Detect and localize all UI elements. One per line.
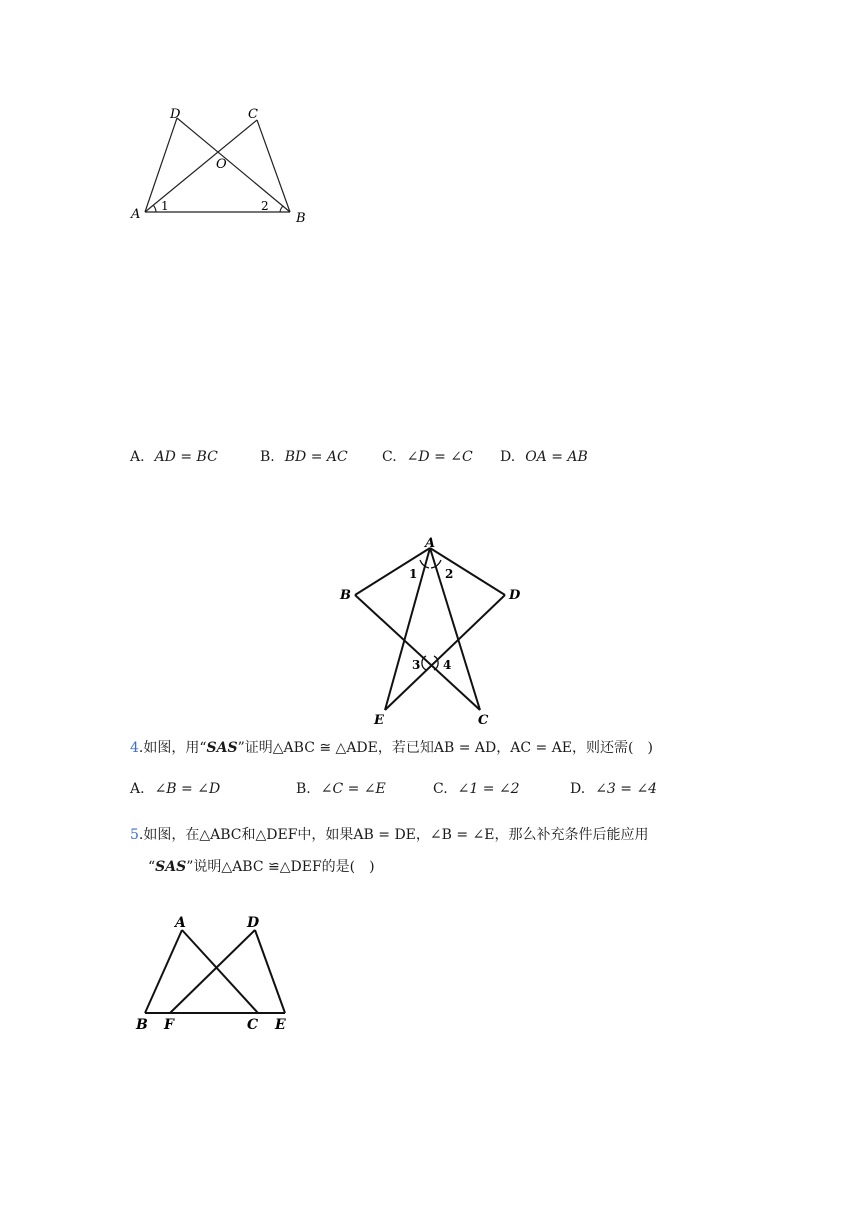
figure-3-diagram: [125, 905, 315, 1040]
segment-ad: [430, 548, 505, 595]
label-d: D: [509, 588, 521, 603]
label-d: D: [170, 107, 181, 122]
sas-term: SAS: [155, 859, 187, 875]
q5-question-line2: “SAS”说明△ABC ≌△DEF的是( ): [148, 859, 375, 875]
q4-question: 4.如图，用“SAS”证明△ABC ≅ △ADE，若已知AB = AD，AC = AE，则还需( ): [130, 740, 653, 756]
label-a: A: [131, 207, 141, 222]
label-c: C: [478, 713, 489, 728]
q4-option-d[interactable]: D. ∠3 = ∠4: [570, 781, 658, 797]
segment-ad: [145, 118, 177, 212]
q3-option-d[interactable]: D. OA = AB: [500, 449, 588, 465]
q4-option-b[interactable]: B. ∠C = ∠E: [296, 781, 386, 797]
label-angle-1: 1: [409, 567, 418, 581]
q5-number: 5: [130, 827, 139, 843]
label-a: A: [425, 536, 436, 551]
figure-1-diagram: [120, 100, 320, 230]
q4-option-c[interactable]: C. ∠1 = ∠2: [433, 781, 520, 797]
q4-option-a[interactable]: A. ∠B = ∠D: [130, 781, 221, 797]
label-e: E: [374, 713, 384, 728]
angle-2-arc: [431, 560, 441, 568]
label-b: B: [296, 211, 306, 226]
segment-ba: [145, 930, 182, 1013]
figure-2-diagram: [330, 530, 530, 730]
label-e: E: [275, 1017, 286, 1033]
q4-number: 4: [130, 740, 139, 756]
label-angle-4: 4: [443, 658, 452, 672]
label-angle-3: 3: [412, 658, 421, 672]
label-angle-2: 2: [445, 567, 454, 581]
q3-option-c[interactable]: C. ∠D = ∠C: [382, 449, 473, 465]
q5-question-line1: 5.如图，在△ABC和△DEF中，如果AB = DE，∠B = ∠E，那么补充条件后能应用: [130, 827, 649, 843]
label-d: D: [247, 915, 260, 931]
label-b: B: [340, 588, 351, 603]
label-b: B: [136, 1017, 148, 1033]
sas-term: SAS: [206, 740, 238, 756]
label-a: A: [175, 915, 186, 931]
label-angle-2: 2: [261, 199, 269, 213]
q3-option-b[interactable]: B. BD = AC: [260, 449, 348, 465]
angle-2-arc: [280, 206, 283, 212]
label-f: F: [164, 1017, 174, 1033]
label-c: C: [247, 1017, 259, 1033]
q3-option-a[interactable]: A. AD = BC: [130, 449, 218, 465]
segment-ac: [182, 930, 258, 1013]
label-o: O: [216, 157, 227, 172]
segment-de: [385, 595, 505, 710]
label-c: C: [248, 107, 258, 122]
segment-fd: [170, 930, 255, 1013]
label-angle-1: 1: [161, 199, 169, 213]
segment-de: [255, 930, 285, 1013]
angle-1-arc: [153, 205, 156, 212]
